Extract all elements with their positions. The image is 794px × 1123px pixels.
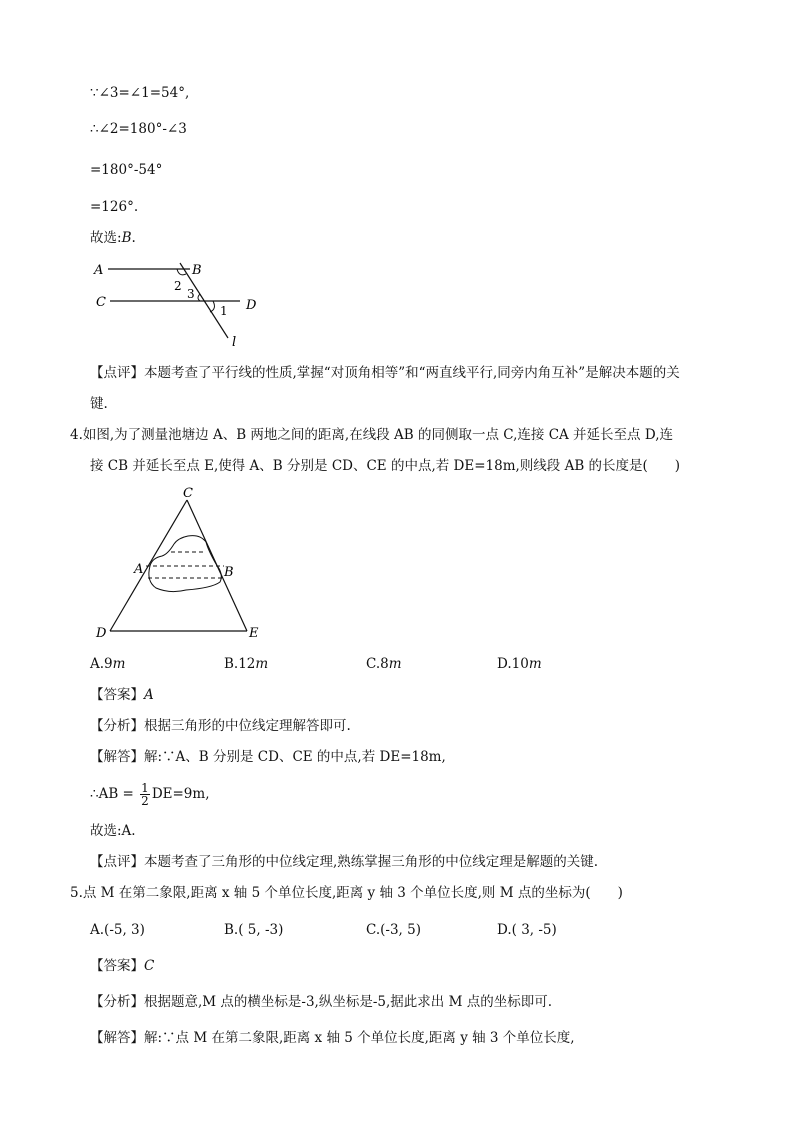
q5-stem: 5.点 M 在第二象限,距离 x 轴 5 个单位长度,距离 y 轴 3 个单位长度,则 M 点的坐标为( ) [70,885,623,901]
q4-choice-line: 故选:A. [90,823,136,839]
comment-line-2: 键. [90,396,108,412]
q5-solution-line-1: 【解答】解:∵点 M 在第二象限,距离 x 轴 5 个单位长度,距离 y 轴 3 个单位长度, [90,1030,575,1046]
q5-option-d: D.( 3, -5) [497,922,557,938]
q4-solution-line-2: ∴AB = $\frac{1}{2}$ DE=9m, [90,781,210,808]
q4-stem-line-2: 接 CB 并延长至点 E,使得 A、B 分别是 CD、CE 的中点,若 DE=18m,则线段 AB 的长度是( ) [90,458,681,474]
q5-option-b: B.( 5, -3) [224,922,284,938]
label-l: l [232,335,237,350]
q4-option-b: B.12m [224,656,269,672]
solution-step-1: ∵∠3=∠1=54°, [90,85,190,101]
q5-option-c: C.(-3, 5) [366,922,421,938]
choice-line: 故选:B. [90,230,136,246]
label-C: C [183,486,193,501]
q4-option-c: C.8m [366,656,402,672]
angle-3-label: 3 [187,287,195,301]
q4-analysis: 【分析】根据三角形的中位线定理解答即可. [90,718,351,734]
label-B: B [224,565,234,580]
label-A: A [134,562,144,577]
pond-triangle-figure [92,484,272,644]
solution-step-4: =126°. [90,199,139,215]
q5-option-a: A.(-5, 3) [90,922,145,938]
q4-option-d: D.10m [497,656,542,672]
q4-answer: 【答案】A [90,687,154,703]
label-E: E [249,626,259,641]
q4-solution-line-1: 【解答】解:∵A、B 分别是 CD、CE 的中点,若 DE=18m, [90,749,446,765]
choice-answer: B [121,230,132,246]
q4-option-a: A.9m [90,656,126,672]
comment-line-1: 【点评】本题考查了平行线的性质,掌握“对顶角相等”和“两直线平行,同旁内角互补”是解决本题的关 [90,365,680,381]
q5-answer: 【答案】C [90,958,155,974]
solution-step-3: =180°-54° [90,162,163,178]
q4-stem-line-1: 4.如图,为了测量池塘边 A、B 两地之间的距离,在线段 AB 的同侧取一点 C,连接 CA 并延长至点 D,连 [70,427,673,443]
angle-2-label: 2 [174,279,182,293]
solution-step-2: ∴∠2=180°-∠3 [90,121,187,137]
q5-analysis: 【分析】根据题意,M 点的横坐标是-3,纵坐标是-5,据此求出 M 点的坐标即可. [90,994,552,1010]
label-C: C [96,295,106,310]
q4-comment: 【点评】本题考查了三角形的中位线定理,熟练掌握三角形的中位线定理是解题的关键. [90,854,599,870]
parallel-lines-figure [88,258,266,350]
angle-1-label: 1 [220,304,228,318]
label-A: A [94,263,104,278]
label-D: D [246,298,257,313]
fraction-one-half: $\frac{1}{2}$ [141,781,149,808]
label-D: D [96,626,107,641]
label-B: B [192,263,202,278]
